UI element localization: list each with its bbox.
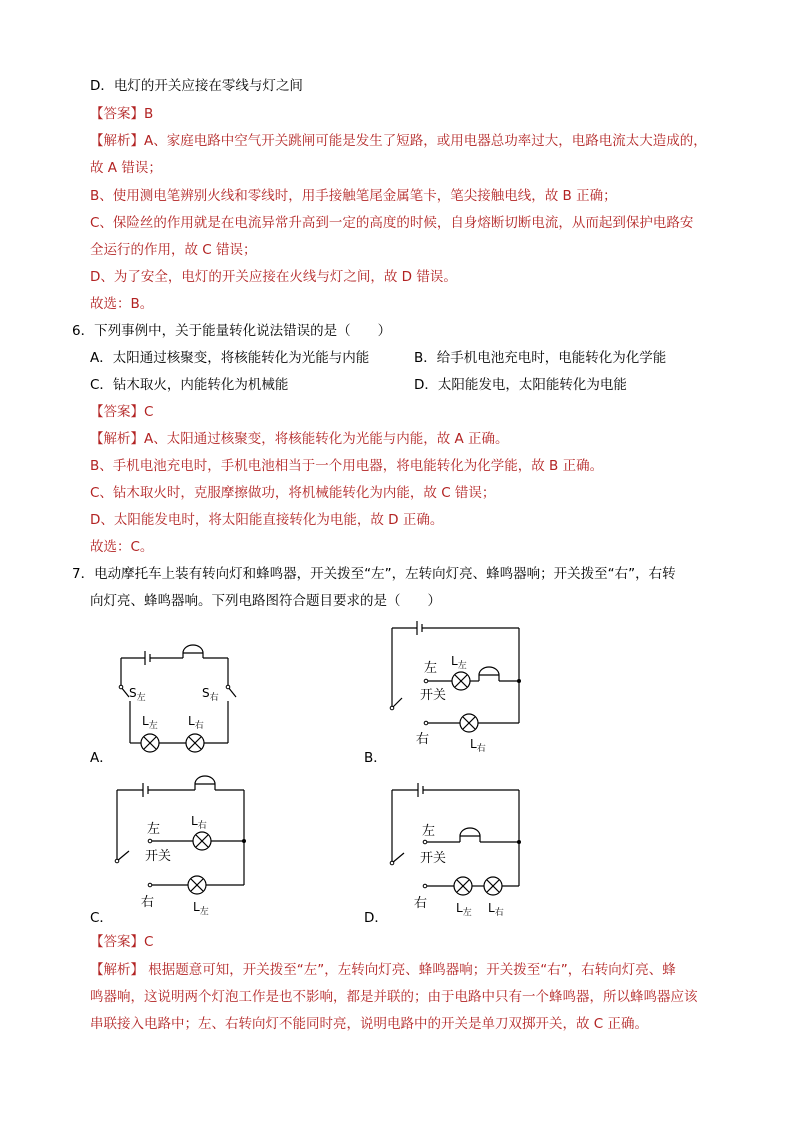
q5-option-d: D．电灯的开关应接在零线与灯之间: [90, 78, 303, 94]
q6-analysis-line: [90, 429, 509, 449]
q5-analysis-line: D、为了安全，电灯的开关应接在火线与灯之间，故 D 错误。: [90, 269, 457, 285]
answer-tag: 【答案】: [90, 106, 144, 122]
circuit-diagram-b: [380, 618, 540, 758]
answer-tag: 【答案】: [90, 934, 144, 950]
option-label-d: D．: [364, 910, 388, 926]
switch-s-left-label: $S_左$: [129, 686, 146, 703]
option-label-c: C．: [90, 910, 113, 926]
lamp-l-left-label: $L_左$: [451, 654, 467, 671]
switch-right-word: 右: [141, 895, 155, 910]
switch-left-word: 左: [424, 661, 438, 676]
analysis-text: A、家庭电路中空气开关跳闸可能是发生了短路，或用电器总功率过大，电路电流太大造成的，: [144, 133, 707, 149]
lamp-l-right-label: $L_右$: [188, 714, 204, 731]
switch-s-right-label: $S_右$: [202, 686, 219, 703]
q7-stem-line-2: 向灯亮、蜂鸣器响。下列电路图符合题目要求的是（ ）: [90, 593, 441, 609]
switch-left-word: 左: [422, 824, 436, 839]
option-label-a: A．: [90, 750, 113, 766]
switch-word: 开关: [420, 688, 447, 703]
q7-answer: [90, 932, 153, 952]
q6-answer: [90, 402, 153, 422]
q6-option-d: D．太阳能发电，太阳能转化为电能: [414, 377, 627, 393]
analysis-text: 根据题意可知，开关拨至“左”，左转向灯亮、蜂鸣器响；开关拨至“右”，右转向灯亮、蜂: [144, 962, 676, 978]
buzzer-icon: [183, 645, 203, 658]
q6-stem: 6．下列事例中，关于能量转化说法错误的是（ ）: [72, 323, 392, 339]
switch-right-word: 右: [414, 896, 428, 911]
q6-analysis-line: B、手机电池充电时，手机电池相当于一个用电器，将电能转化为化学能，故 B 正确。: [90, 458, 604, 474]
q6-conclusion: 故选：C。: [90, 539, 154, 555]
switch-word: 开关: [145, 849, 172, 864]
lamp-l-left-label: $L_左$: [456, 901, 472, 918]
analysis-text: A、太阳通过核聚变，将核能转化为光能与内能，故 A 正确。: [144, 431, 509, 447]
q5-answer: [90, 104, 153, 124]
answer-value: C: [144, 404, 154, 420]
lamp-l-right-label: $L_右$: [191, 814, 207, 831]
buzzer-icon: [479, 667, 499, 681]
lamp-l-right-label: $L_右$: [470, 737, 486, 754]
q5-analysis-line: [90, 131, 707, 151]
circuit-diagram-a: [90, 635, 250, 760]
q7-analysis-line: [90, 960, 676, 980]
q7-analysis-line: 鸣器响，这说明两个灯泡工作是也不影响，都是并联的；由于电路中只有一个蜂鸣器，所以蜂鸣器应该: [90, 989, 698, 1005]
answer-tag: 【答案】: [90, 404, 144, 420]
circuit-diagram-d: [380, 778, 540, 918]
q6-option-c: C．钻木取火，内能转化为机械能: [90, 377, 289, 393]
q5-analysis-line: 全运行的作用，故 C 错误；: [90, 242, 257, 258]
switch-right-word: 右: [416, 732, 430, 747]
option-label-b: B．: [364, 750, 387, 766]
q5-analysis-line: 故 A 错误；: [90, 160, 162, 176]
switch-left-word: 左: [147, 822, 161, 837]
analysis-tag: 【解析】: [90, 431, 144, 447]
circuit-diagram-c: [105, 773, 265, 918]
q7-stem-line-1: 7．电动摩托车上装有转向灯和蜂鸣器，开关拨至“左”，左转向灯亮、蜂鸣器响；开关拨至“右”，右转: [72, 566, 676, 582]
q5-analysis-line: B、使用测电笔辨别火线和零线时，用手接触笔尾金属笔卡，笔尖接触电线，故 B 正确；: [90, 188, 617, 204]
answer-value: C: [144, 934, 154, 950]
q7-analysis-line: 串联接入电路中；左、右转向灯不能同时亮，说明电路中的开关是单刀双掷开关，故 C 正确。: [90, 1016, 649, 1032]
lamp-l-left-label: $L_左$: [193, 900, 209, 917]
lamp-l-left-label: $L_左$: [142, 714, 158, 731]
q5-conclusion: 故选：B。: [90, 296, 154, 312]
analysis-tag: 【解析】: [90, 962, 144, 978]
buzzer-icon: [460, 828, 480, 842]
q6-option-a: A．太阳通过核聚变，将核能转化为光能与内能: [90, 350, 370, 366]
buzzer-icon: [195, 776, 215, 790]
q6-analysis-line: D、太阳能发电时，将太阳能直接转化为电能，故 D 正确。: [90, 512, 444, 528]
lamp-l-right-label: $L_右$: [488, 901, 504, 918]
q6-analysis-line: C、钻木取火时，克服摩擦做功，将机械能转化为内能，故 C 错误；: [90, 485, 496, 501]
switch-word: 开关: [420, 851, 447, 866]
q6-option-b: B．给手机电池充电时，电能转化为化学能: [414, 350, 667, 366]
answer-value: B: [144, 106, 154, 122]
q5-analysis-line: C、保险丝的作用就是在电流异常升高到一定的高度的时候，自身熔断切断电流，从而起到保护电路安: [90, 215, 694, 231]
analysis-tag: 【解析】: [90, 133, 144, 149]
